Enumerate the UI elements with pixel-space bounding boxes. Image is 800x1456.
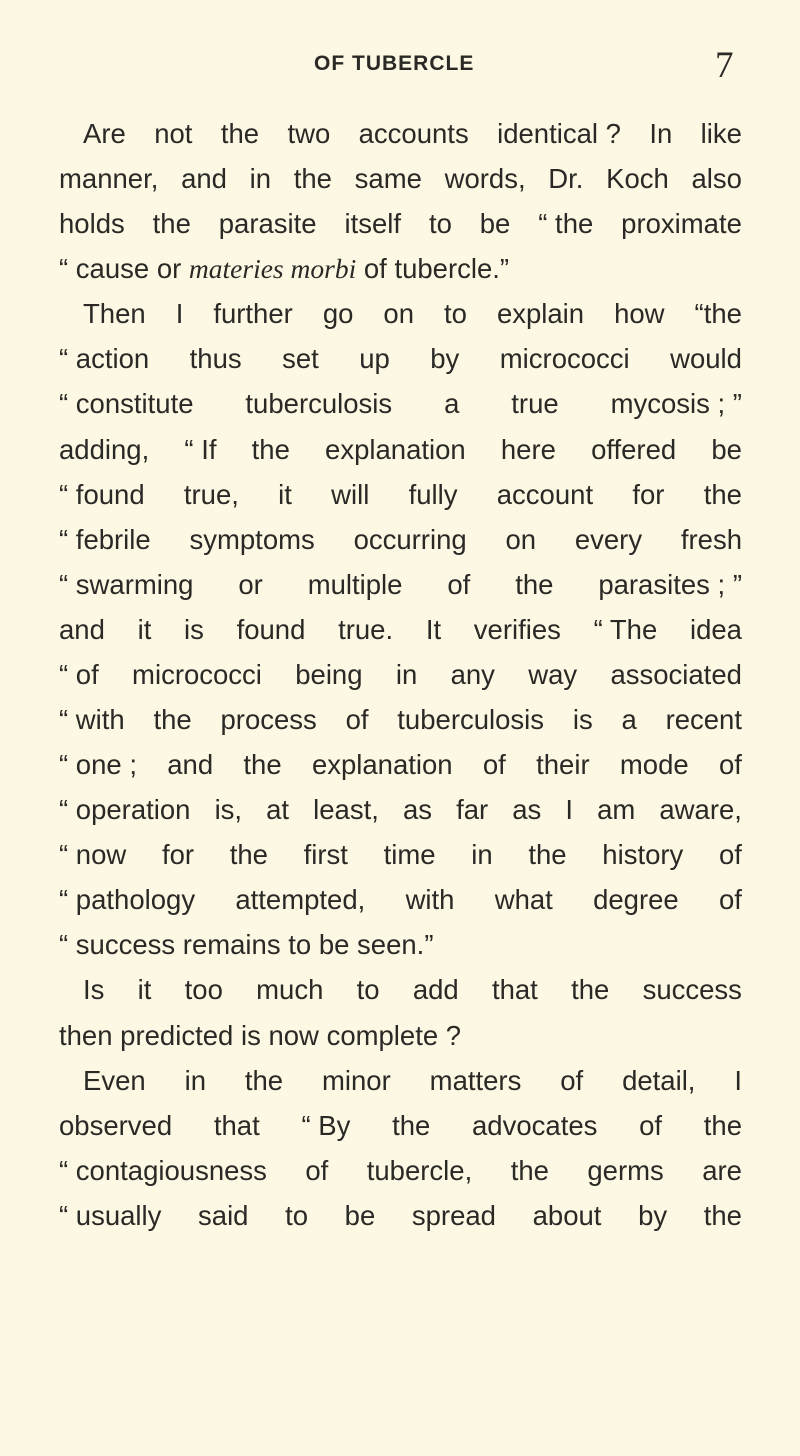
word: success [642, 974, 742, 1006]
word: “the [694, 298, 742, 330]
word: seen.” [357, 929, 434, 961]
word: of [345, 704, 369, 736]
word: adding, [59, 433, 150, 465]
word: time [383, 839, 436, 871]
word: be [344, 1199, 376, 1231]
word: it [278, 478, 292, 510]
word: detail, [622, 1064, 696, 1096]
word: for [161, 839, 195, 871]
text-line [59, 1148, 742, 1193]
word: germs [587, 1154, 664, 1186]
text-line [59, 967, 742, 1012]
word: the [703, 1199, 742, 1231]
word: “ with [59, 704, 125, 736]
word: “ constitute [59, 388, 194, 420]
word: “ action [59, 343, 150, 375]
word: is [240, 1019, 261, 1051]
word: same [354, 163, 422, 195]
word: the [244, 1064, 284, 1096]
word: by [430, 343, 460, 375]
word: in [184, 1064, 206, 1096]
word: as [402, 794, 433, 826]
word: words, [444, 163, 526, 195]
word: on [383, 298, 414, 330]
word: Is [83, 974, 105, 1006]
word: first [303, 839, 348, 871]
word: to [444, 298, 467, 330]
word: by [638, 1199, 668, 1231]
word: of [719, 884, 742, 916]
word: remains [182, 929, 281, 961]
word: up [359, 343, 390, 375]
word: add [412, 974, 459, 1006]
word: the [220, 118, 260, 149]
word: explain [496, 298, 585, 330]
word: how [614, 298, 665, 330]
word: be [479, 208, 511, 240]
word: idea [689, 613, 742, 645]
word: set [282, 343, 319, 375]
running-head [0, 45, 800, 86]
text-line [59, 1013, 742, 1058]
word: their [536, 749, 590, 781]
word: micrococci [499, 343, 630, 375]
word: a [621, 704, 637, 736]
word: and [167, 749, 214, 781]
word: micrococci [132, 658, 262, 690]
word: symptoms [189, 523, 315, 555]
word: be [318, 929, 350, 961]
word: Then [83, 298, 146, 330]
word: go [322, 298, 354, 330]
word: occurring [353, 523, 467, 555]
word: and [181, 163, 227, 195]
text-line [59, 291, 742, 336]
word: mycosis ; ” [610, 388, 742, 420]
word: thus [189, 343, 242, 375]
word: any [450, 658, 495, 690]
text-line [59, 787, 742, 832]
word: and [59, 613, 105, 645]
text-line [59, 607, 742, 652]
word: accounts [358, 118, 469, 149]
word: are [702, 1154, 742, 1186]
word: advocates [472, 1109, 598, 1141]
running-head-title: OF TUBERCLE [314, 52, 475, 75]
word: “ pathology [59, 884, 196, 916]
word: itself [344, 208, 402, 240]
word: “ cause [59, 253, 150, 285]
word: is [184, 613, 204, 645]
word: offered [591, 433, 677, 465]
word: complete ? [326, 1019, 462, 1051]
text-line [59, 877, 742, 922]
word: “ If [184, 433, 217, 465]
word: the [293, 163, 332, 195]
word: tubercle, [366, 1154, 473, 1186]
word: of [718, 749, 742, 781]
word: at [266, 794, 290, 826]
word: matters [429, 1064, 522, 1096]
word: as [512, 794, 542, 826]
word: least, [313, 794, 379, 826]
word: is, [214, 794, 243, 826]
word: the [528, 839, 567, 871]
word: “ usually [59, 1199, 162, 1231]
word: true [511, 388, 559, 420]
word: of [363, 253, 387, 285]
text-line [59, 652, 742, 697]
word: attempted, [235, 884, 366, 916]
word: of [447, 568, 471, 600]
word: am [597, 794, 636, 826]
word: tuberculosis [245, 388, 393, 420]
word: manner, [59, 163, 159, 195]
word: too [184, 974, 223, 1006]
word: what [494, 884, 553, 916]
text-line [59, 562, 742, 607]
word: “ By [301, 1109, 351, 1141]
word: it [137, 613, 152, 645]
word: true. [338, 613, 394, 645]
word: much [256, 974, 324, 1006]
word: is [572, 704, 593, 736]
word: “ now [59, 839, 127, 871]
word: to [285, 1199, 309, 1231]
text-line [59, 517, 742, 562]
word: Koch [606, 163, 669, 195]
word: the [251, 433, 290, 465]
word: explanation [325, 433, 466, 465]
word: “ one ; [59, 749, 137, 781]
word: the [152, 208, 191, 240]
word: “ success [59, 929, 176, 961]
word: about [532, 1199, 602, 1231]
word: spread [411, 1199, 496, 1231]
word: account [496, 478, 594, 510]
word: Are [83, 118, 126, 149]
word: to [356, 974, 380, 1006]
word: “ febrile [59, 523, 151, 555]
text-line [59, 1058, 742, 1103]
word: In [649, 118, 673, 149]
word: found [236, 613, 306, 645]
word: further [213, 298, 293, 330]
text-line [59, 381, 742, 426]
word: parasites ; ” [598, 568, 742, 600]
text-line [59, 1193, 742, 1238]
word: recent [665, 704, 742, 736]
word: holds [59, 208, 125, 240]
text-line [59, 472, 742, 517]
word: then [59, 1019, 113, 1051]
word: predicted [120, 1019, 234, 1051]
word: the [229, 839, 268, 871]
word: multiple [307, 568, 403, 600]
word: it [137, 974, 152, 1006]
word: of [482, 749, 506, 781]
body-text [59, 111, 742, 1238]
text-line [59, 832, 742, 877]
word: to [288, 929, 312, 961]
word: every [574, 523, 643, 555]
word: the [392, 1109, 431, 1141]
word: identical ? [497, 118, 621, 149]
word: like [700, 118, 742, 149]
word: “ of [59, 658, 99, 690]
word: “ swarming [59, 568, 194, 600]
word: in [395, 658, 418, 690]
word: “ contagiousness [59, 1154, 267, 1186]
text-line [59, 742, 742, 787]
word: degree [593, 884, 679, 916]
word: process [220, 704, 317, 736]
word: verifies [473, 613, 561, 645]
word: “ found [59, 478, 145, 510]
word: a [444, 388, 460, 420]
word: being [295, 658, 363, 690]
word: of [718, 839, 742, 871]
text-line [59, 246, 742, 291]
word: that [213, 1109, 260, 1141]
page-number: 7 [715, 45, 734, 86]
word: in [471, 839, 493, 871]
word: explanation [311, 749, 453, 781]
word: associated [610, 658, 742, 690]
word: Dr. [548, 163, 584, 195]
word: will [331, 478, 370, 510]
word: I [175, 298, 184, 330]
word: fresh [680, 523, 742, 555]
word: in [249, 163, 272, 195]
word: the [510, 1154, 549, 1186]
word: now [268, 1019, 319, 1051]
word: observed [59, 1109, 173, 1141]
word: the [703, 1109, 742, 1141]
word: of [639, 1109, 663, 1141]
word: tuberculosis [397, 704, 545, 736]
word: be [711, 433, 742, 465]
word: two [287, 118, 331, 149]
word: I [734, 1064, 742, 1096]
word: proximate [621, 208, 742, 240]
word: Even [83, 1064, 146, 1096]
word: the [703, 478, 742, 510]
word: the [153, 704, 192, 736]
word: aware, [659, 794, 742, 826]
word: said [198, 1199, 249, 1231]
word: with [405, 884, 455, 916]
word: materies morbi [188, 253, 357, 285]
word: “ The [593, 613, 658, 645]
word: parasite [218, 208, 317, 240]
text-line [59, 922, 742, 967]
word: here [500, 433, 556, 465]
word: to [428, 208, 452, 240]
word: minor [322, 1064, 391, 1096]
word: the [243, 749, 282, 781]
word: of [305, 1154, 329, 1186]
word: far [456, 794, 489, 826]
text-line [59, 336, 742, 381]
word: true, [183, 478, 239, 510]
text-line [59, 156, 742, 201]
text-line [59, 111, 742, 156]
word: also [691, 163, 742, 195]
word: of [560, 1064, 584, 1096]
word: history [602, 839, 684, 871]
word: way [528, 658, 578, 690]
text-line [59, 697, 742, 742]
word: tubercle.” [394, 253, 510, 285]
word: for [632, 478, 665, 510]
word: “ the [538, 208, 594, 240]
word: or [238, 568, 263, 600]
word: the [515, 568, 554, 600]
word: “ operation [59, 794, 191, 826]
word: or [156, 253, 182, 285]
word: I [565, 794, 574, 826]
word: on [505, 523, 537, 555]
word: would [670, 343, 742, 375]
word: not [154, 118, 193, 149]
word: the [571, 974, 610, 1006]
word: fully [408, 478, 458, 510]
word: mode [619, 749, 689, 781]
word: that [491, 974, 538, 1006]
word: It [425, 613, 442, 645]
text-line [59, 427, 742, 472]
text-line [59, 1103, 742, 1148]
text-line [59, 201, 742, 246]
